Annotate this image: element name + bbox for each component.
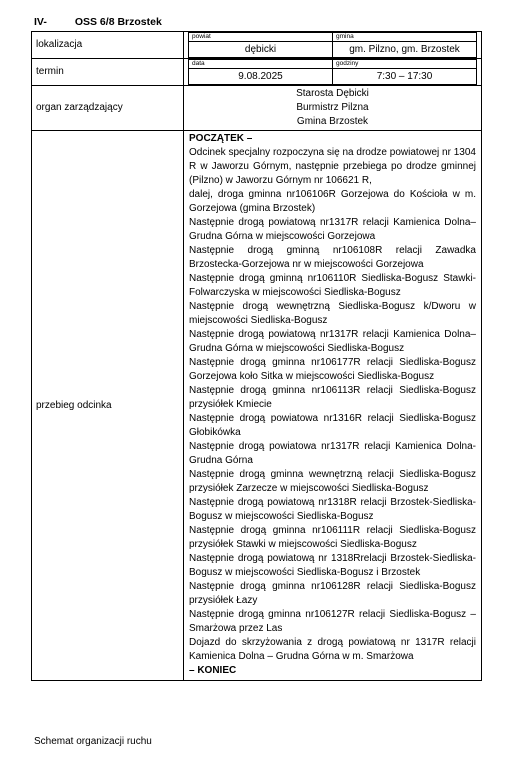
organ-value — [184, 86, 482, 131]
hours-value: 7:30 – 17:30 — [333, 69, 477, 85]
godziny-label: godziny — [333, 60, 477, 69]
row-przebieg — [32, 131, 482, 681]
route-paragraph: Następnie drogą powiatowa nr1316R relacji Siedliska-Bogusz Głobikówka — [189, 413, 476, 438]
document-header — [34, 16, 162, 28]
organ-line: Gmina Brzostek — [296, 116, 369, 127]
label-termin: termin — [32, 59, 184, 86]
route-paragraphs — [189, 146, 476, 664]
route-paragraph: Następnie drogą gminną nr106110R Siedliska-Bogusz Stawki-Folwarczyska w miejscowości Siedliska-Bogusz — [189, 273, 476, 298]
gmina-label: gmina — [333, 33, 477, 42]
row-termin — [32, 59, 482, 86]
route-paragraph: Dojazd do skrzyżowania z drogą powiatową nr 1317R relacji Kamienica Dolna – Grudna Górna w m. Smarżowa — [189, 637, 476, 662]
label-lokalizacja: lokalizacja — [32, 32, 184, 59]
route-end: – KONIEC — [189, 665, 237, 676]
route-paragraph: Następnie drogą powiatowa nr1317R relacji Kamienica Dolna- Grudna Górna — [189, 441, 476, 466]
route-description — [184, 131, 482, 681]
organ-line: Burmistrz Pilzna — [296, 102, 369, 113]
row-lokalizacja — [32, 32, 482, 59]
organ-line: Starosta Dębicki — [296, 88, 369, 99]
route-paragraph: Następnie drogą gminną nr106108R relacji Zawadka Brzostecka-Gorzejowa nr w miejscowości Gorzejowa — [189, 245, 476, 270]
powiat-label: powiat — [189, 33, 333, 42]
label-przebieg: przebieg odcinka — [32, 131, 184, 681]
route-paragraph: Następnie drogą gminna nr106111R relacji Siedliska-Bogusz przysiółek Stawki w miejscowości Siedliska-Bogusz — [189, 525, 476, 550]
row-organ — [32, 86, 482, 131]
route-paragraph: Następnie drogą powiatową nr1318R relacji Brzostek-Siedliska-Bogusz w miejscowości Siedliska-Bogusz — [189, 497, 476, 522]
info-table — [31, 31, 482, 681]
section-number: IV- — [34, 16, 47, 28]
route-paragraph: Następnie drogą powiatową nr 1318Rrelacji Brzostek-Siedliska-Bogusz w miejscowości Siedliska-Bogusz i Brzostek — [189, 553, 476, 578]
footer-caption: Schemat organizacji ruchu — [34, 736, 152, 747]
route-paragraph: dalej, droga gminna nr106106R Gorzejowa do Kościoła w m. Gorzejowa (gmina Brzostek) — [189, 189, 476, 214]
route-paragraph: Następnie drogą gminna nr106113R relacji Siedliska-Bogusz przysiółek Kmiecie — [189, 385, 476, 410]
route-paragraph: Następnie drogą powiatową nr1317R relacji Kamienica Dolna–Grudna Górna w miejscowości Siedliska-Bogusz — [189, 329, 476, 354]
route-paragraph: Następnie drogą gminna nr106177R relacji Siedliska-Bogusz Gorzejowa koło Sitka w miejscowości Siedliska-Bogusz — [189, 357, 476, 382]
route-paragraph: Odcinek specjalny rozpoczyna się na drodze powiatowej nr 1304 R w Jaworzu Górnym, następnie przebiega po drodze gminnej (Pilzno) w Jaworzu Górnym nr 106621 R, — [189, 147, 476, 186]
route-paragraph: Następnie drogą wewnętrzną Siedliska-Bogusz k/Dworu w miejscowości Siedliska-Bogusz — [189, 301, 476, 326]
route-start: POCZĄTEK – — [189, 133, 253, 144]
gmina-value: gm. Pilzno, gm. Brzostek — [333, 42, 477, 58]
label-organ: organ zarządzający — [32, 86, 184, 131]
route-paragraph: Następnie drogą powiatową nr1317R relacji Kamienica Dolna–Grudna Górna w miejscowości Gorzejowa — [189, 217, 476, 242]
route-paragraph: Następnie drogą gminna nr106128R relacji Siedliska-Bogusz przysiółek Łazy — [189, 581, 476, 606]
date-value: 9.08.2025 — [189, 69, 333, 85]
route-paragraph: Następnie drogą gminna wewnętrzną relacji Siedliska-Bogusz przysiółek Zarzecze w miejscowości Siedliska-Bogusz — [189, 469, 476, 494]
data-label: data — [189, 60, 333, 69]
route-paragraph: Następnie drogą gminna nr106127R relacji Siedliska-Bogusz – Smarżowa przez Las — [189, 609, 476, 634]
powiat-value: dębicki — [189, 42, 333, 58]
section-title: OSS 6/8 Brzostek — [74, 16, 162, 28]
